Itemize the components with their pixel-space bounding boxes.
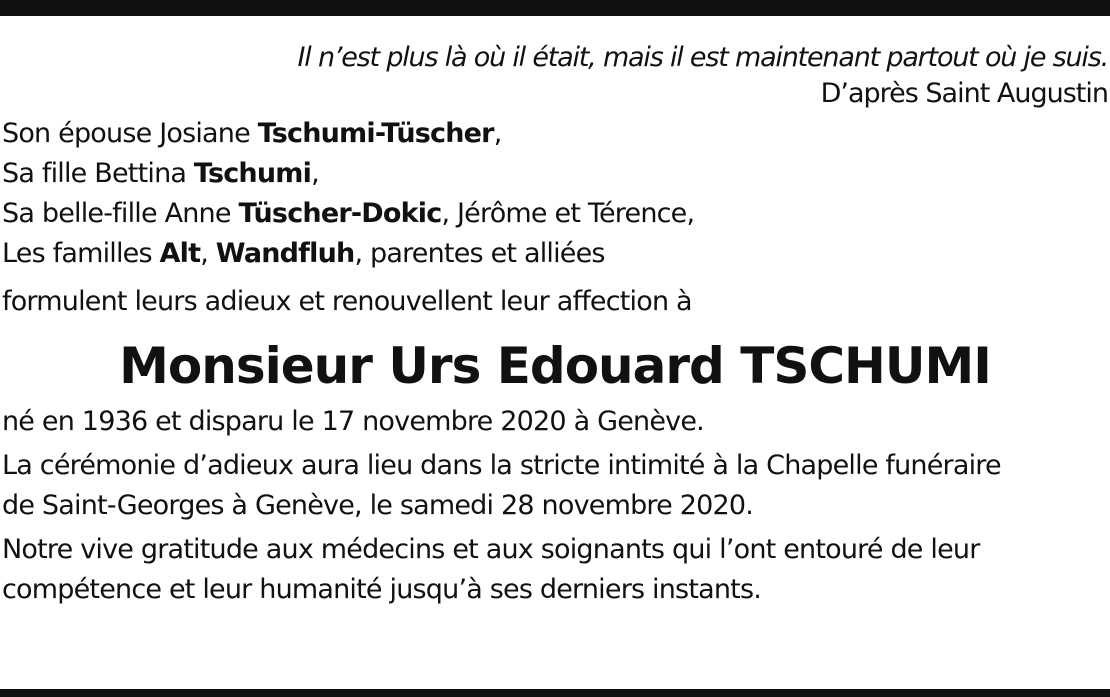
- ceremony-line: de Saint-Georges à Genève, le samedi 28 novembre 2020.: [2, 490, 754, 521]
- family-line-text: Sa belle-fille Anne: [2, 198, 239, 229]
- ceremony-line: La cérémonie d’adieux aura lieu dans la stricte intimité à la Chapelle funéraire: [2, 450, 1001, 481]
- family-line-text: , Jérôme et Térence,: [441, 198, 695, 229]
- family-line-stepdaughter: [2, 194, 1108, 234]
- epigraph-author: D’après Saint Augustin: [820, 78, 1108, 109]
- family-list: [2, 114, 1108, 274]
- family-surname: Alt: [159, 238, 201, 269]
- family-line-text: Sa fille Bettina: [2, 158, 194, 189]
- family-line-daughter: [2, 154, 1108, 194]
- family-surname: Tschumi-Tüscher: [257, 118, 494, 149]
- birth-death-text: né en 1936 et disparu le 17 novembre 2020 à Genève.: [2, 406, 704, 437]
- bottom-border-rule: [0, 689, 1110, 697]
- family-line-text: Son épouse Josiane: [2, 118, 258, 149]
- family-line-text: , parentes et alliées: [354, 238, 605, 269]
- top-border-rule: [0, 0, 1110, 16]
- family-surname: Wandfluh: [215, 238, 355, 269]
- family-line-spouse: [2, 114, 1108, 154]
- family-surname: Tschumi: [193, 158, 312, 189]
- family-surname: Tüscher-Dokic: [238, 198, 442, 229]
- obituary-notice: [2, 40, 1108, 610]
- gratitude-line: Notre vive gratitude aux médecins et aux soignants qui l’ont entouré de leur: [2, 534, 980, 565]
- epigraph-quote: Il n’est plus là où il était, mais il est maintenant partout où je suis.: [297, 42, 1108, 73]
- family-line-text: ,: [311, 158, 319, 189]
- family-line-text: ,: [493, 118, 502, 149]
- family-line-text: ,: [200, 238, 216, 269]
- family-line-families: [2, 234, 1108, 274]
- deceased-name: Monsieur Urs Edouard TSCHUMI: [119, 337, 991, 395]
- gratitude-paragraph: [2, 530, 1108, 610]
- family-line-text: Les familles: [2, 238, 160, 269]
- gratitude-line: compétence et leur humanité jusqu’à ses derniers instants.: [2, 574, 761, 605]
- intro-text: formulent leurs adieux et renouvellent leur affection à: [2, 286, 692, 317]
- ceremony-paragraph: [2, 446, 1108, 526]
